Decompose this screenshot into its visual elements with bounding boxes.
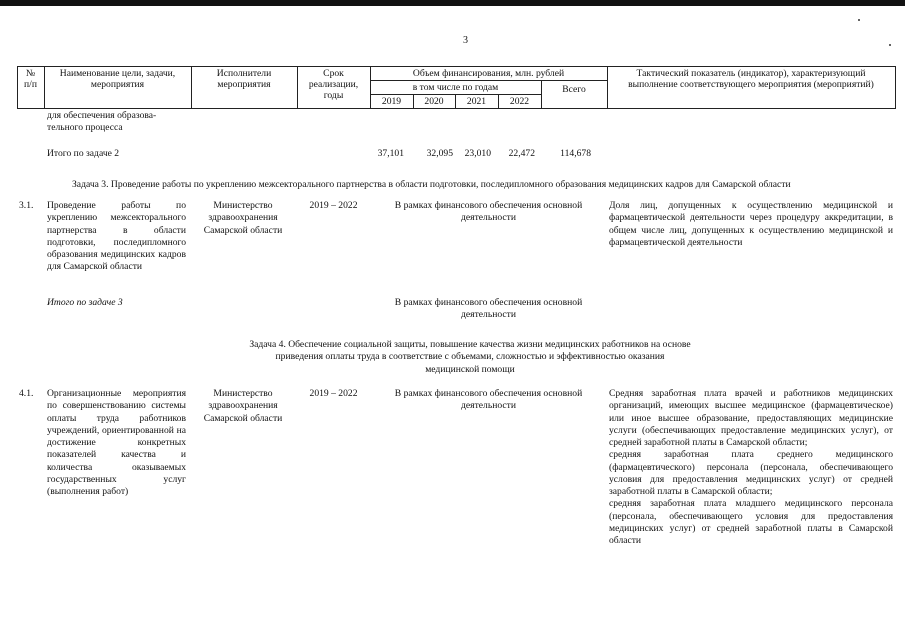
row-3-1-term: 2019 – 2022 [309,200,358,211]
row-3-1-name: Проведение работы по укреплению межсекторального партнерства в области подготовки, последипломного образования медицинских кадров для Самарской области [47,200,186,273]
task3-total-label: Итого по задаче 3 [47,297,123,308]
row-4-1-indicator-nurses: средняя заработная плата среднего медицинского (фармацевтического) персонала (персонала, обеспечивающего условия для предоставления медицинских услуг) от средней заработной платы в Самарской области; [609,449,893,498]
header-col-term: Срок реализации, годы [308,68,359,102]
row-3-1-indicator: Доля лиц, допущенных к осуществлению медицинской и фармацевтической деятельности через процедуру аккредитации, в общем числе лиц, допущенных к осуществлению медицинской и фармацевтической деятельности [609,200,893,248]
header-year-2021: 2021 [466,96,487,107]
task2-value-2022: 22,472 [508,148,535,159]
row-4-1-funding: В рамках финансового обеспечения основной деятельности [394,388,583,412]
header-col-name: Наименование цели, задачи, мероприятия [59,68,176,91]
header-bottom-rule [17,108,896,109]
scan-top-border [0,0,905,6]
row-4-1-indicator [609,388,893,547]
header-top-rule [17,66,896,67]
header-border-right [895,66,896,109]
header-year-2022: 2022 [509,96,530,107]
task2-value-2019: 37,101 [377,148,404,159]
header-col-executor: Исполнители мероприятия [216,68,272,91]
row-4-1-indicator-junior: средняя заработная плата младшего медицинского персонала (персонала, обеспечивающего условия для предоставления медицинских услуг) от средней заработной платы в Самарской области [609,498,893,547]
row-3-1-funding: В рамках финансового обеспечения основной деятельности [394,200,583,224]
row-4-1-executor: Министерство здравоохранения Самарской области [203,388,283,424]
row-4-1-name: Организационные мероприятия по совершенствованию системы оплаты труда работников учреждений, ориентированной на достижение конкретных показателей качества и количества оказываемых государственных услуг (выполнения работ) [47,388,186,498]
header-funding-rule [370,80,607,81]
task2-value-2021: 23,010 [464,148,491,159]
row-4-1-indicator-doctors: Средняя заработная плата врачей и работников медицинских организаций, имеющих высшее медицинское (фармацевтическое) или иное высшее образование, предоставляющих медицинские услуги (обеспечивающих предоставление медицинских услуг), от средней заработной платы в Самарской области; [609,388,893,449]
page-number: 3 [463,35,468,46]
row-4-1-term: 2019 – 2022 [309,388,358,399]
header-col-number: № п/п [24,68,37,91]
continuation-text: для обеспечения образова- тельного процесса [47,110,157,134]
row-4-1-number: 4.1. [19,388,34,399]
task2-value-2020: 32,095 [426,148,453,159]
header-col-funding: Объем финансирования, млн. рублей [412,68,565,79]
task3-heading: Задача 3. Проведение работы по укреплению межсекторального партнерства в области подготовки, последипломного образования медицинских кадров для Самарской области [72,179,791,190]
header-col-indicator: Тактический показатель (индикатор), характеризующий выполнение соответствующего мероприятия (мероприятий) [628,68,874,91]
row-3-1-number: 3.1. [19,200,34,211]
header-col-by-years: в том числе по годам [412,82,499,93]
scan-speck [889,44,891,46]
task4-heading: Задача 4. Обеспечение социальной защиты, повышение качества жизни медицинских работников на основе приведения оплаты труда в соответствие с объемами, сложностью и эффективностью оказания медицинской помощи [249,339,691,375]
task2-value-total: 114,678 [560,148,591,159]
header-year-2019: 2019 [381,96,402,107]
scan-speck [858,19,860,21]
header-year-2020: 2020 [424,96,444,107]
task3-total-funding: В рамках финансового обеспечения основной деятельности [394,297,583,321]
task2-total-label: Итого по задаче 2 [47,148,120,159]
header-col-total: Всего [562,84,586,95]
row-3-1-executor: Министерство здравоохранения Самарской области [203,200,283,236]
